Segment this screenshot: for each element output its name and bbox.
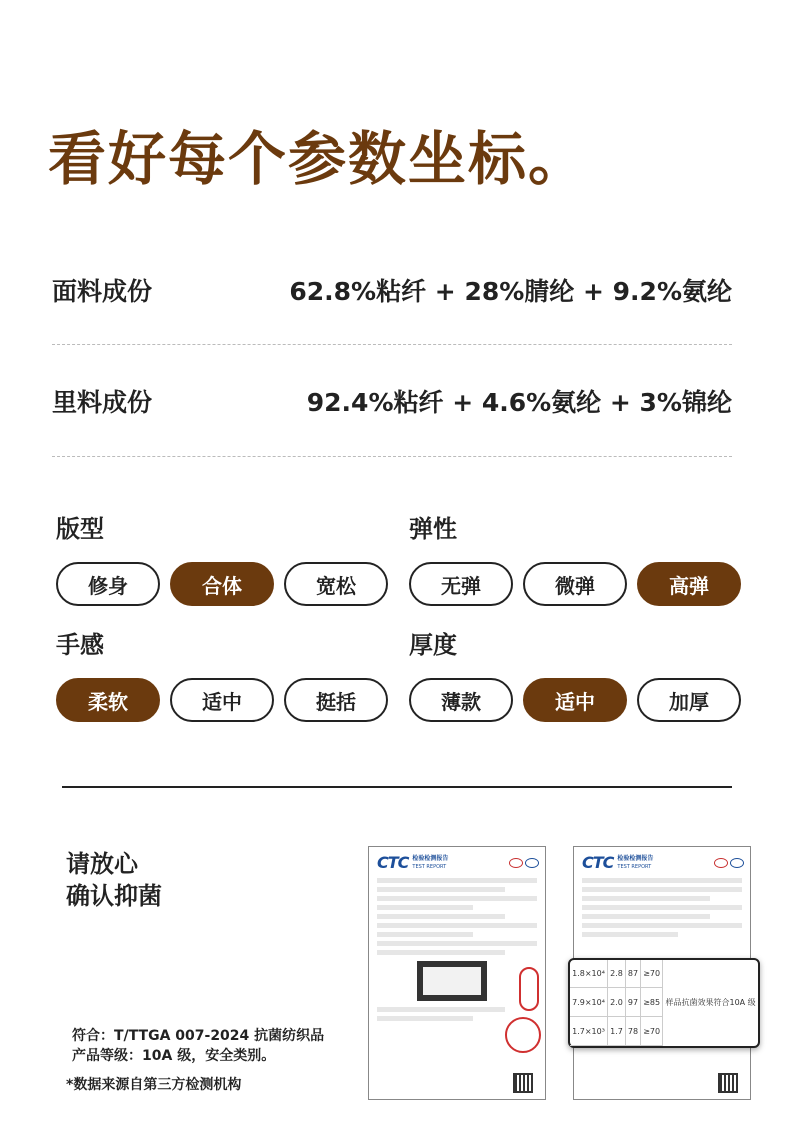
- report-subtitle: TEST REPORT: [617, 863, 652, 870]
- table-cell: 87: [625, 960, 640, 988]
- thickness-option-thin: 薄款: [409, 678, 513, 722]
- thickness-option-medium-selected: 适中: [523, 678, 627, 722]
- elasticity-option-high-selected: 高弹: [637, 562, 741, 606]
- grade-line: 产品等级：10A 级，安全类别。: [72, 1048, 276, 1064]
- fabric-composition-row: [52, 270, 732, 310]
- fit-group: [56, 512, 388, 606]
- antibacterial-results-table: [570, 960, 758, 1046]
- cma-badge-icon: [509, 858, 523, 868]
- fit-option-regular-selected: 合体: [170, 562, 274, 606]
- table-cell: 78: [625, 1017, 640, 1046]
- report-body: [377, 878, 537, 1021]
- official-stamp-icon: [505, 1017, 541, 1053]
- section-divider: [62, 786, 732, 788]
- elasticity-group: [409, 512, 741, 606]
- feel-option-crisp: 挺括: [284, 678, 388, 722]
- data-source-note: *数据来源自第三方检测机构: [66, 1077, 242, 1093]
- feel-option-soft-selected: 柔软: [56, 678, 160, 722]
- table-cell: 1.7×10³: [570, 1017, 608, 1046]
- table-cell: 1.7: [608, 1017, 626, 1046]
- fit-option-slim: 修身: [56, 562, 160, 606]
- lining-composition-value: 92.4%粘纤 + 4.6%氨纶 + 3%锦纶: [306, 388, 732, 417]
- antibacterial-heading-line1: 请放心: [66, 850, 138, 878]
- elasticity-title: 弹性: [409, 515, 457, 543]
- ctc-logo-icon: CTC: [582, 853, 614, 872]
- table-cell: ≥70: [641, 960, 663, 988]
- test-report-page-1: [368, 846, 546, 1100]
- page-headline: 看好每个参数坐标。: [48, 125, 589, 193]
- table-cell: 97: [625, 988, 640, 1017]
- lining-composition-row: [52, 381, 732, 421]
- table-cell: 2.8: [608, 960, 626, 988]
- standard-info: [72, 1026, 324, 1066]
- fit-option-loose: 宽松: [284, 562, 388, 606]
- thickness-option-thick: 加厚: [637, 678, 741, 722]
- divider-dashed: [52, 344, 732, 345]
- feel-title: 手感: [56, 631, 104, 659]
- report-title: 检验检测报告: [412, 854, 449, 862]
- qr-code-icon: [718, 1073, 738, 1093]
- report-zoom-callout: [568, 958, 760, 1048]
- elasticity-option-slight: 微弹: [523, 562, 627, 606]
- antibacterial-heading-line2: 确认抑菌: [66, 882, 162, 910]
- thickness-group: [409, 628, 741, 722]
- result-note: 样品抗菌效果符合10A 级: [665, 998, 756, 1008]
- fabric-composition-value: 62.8%粘纤 + 28%腈纶 + 9.2%氨纶: [289, 277, 732, 306]
- cnas-badge-icon: [730, 858, 744, 868]
- fabric-composition-label: 面料成份: [52, 277, 153, 306]
- report-body: [582, 878, 742, 937]
- report-title: 检验检测报告: [617, 854, 654, 862]
- table-cell: 7.9×10⁴: [570, 988, 608, 1017]
- qr-code-icon: [513, 1073, 533, 1093]
- cnas-badge-icon: [525, 858, 539, 868]
- table-cell: ≥70: [641, 1017, 663, 1046]
- elasticity-option-none: 无弹: [409, 562, 513, 606]
- divider-dashed: [52, 456, 732, 457]
- table-cell: 2.0: [608, 988, 626, 1017]
- lining-composition-label: 里料成份: [52, 388, 153, 417]
- table-cell: ≥85: [641, 988, 663, 1017]
- table-row: [570, 960, 758, 988]
- standard-line: 符合：T/TTGA 007-2024 抗菌纺织品: [72, 1028, 325, 1044]
- thickness-title: 厚度: [409, 631, 457, 659]
- table-cell: 1.8×10⁴: [570, 960, 608, 988]
- ctc-logo-icon: CTC: [377, 853, 409, 872]
- report-subtitle: TEST REPORT: [412, 863, 447, 870]
- antibacterial-heading: [66, 848, 162, 912]
- seam-stamp-icon: [519, 967, 539, 1011]
- cma-badge-icon: [714, 858, 728, 868]
- fabric-sample-image: [417, 961, 487, 1001]
- fit-title: 版型: [56, 515, 104, 543]
- feel-option-medium: 适中: [170, 678, 274, 722]
- feel-group: [56, 628, 388, 722]
